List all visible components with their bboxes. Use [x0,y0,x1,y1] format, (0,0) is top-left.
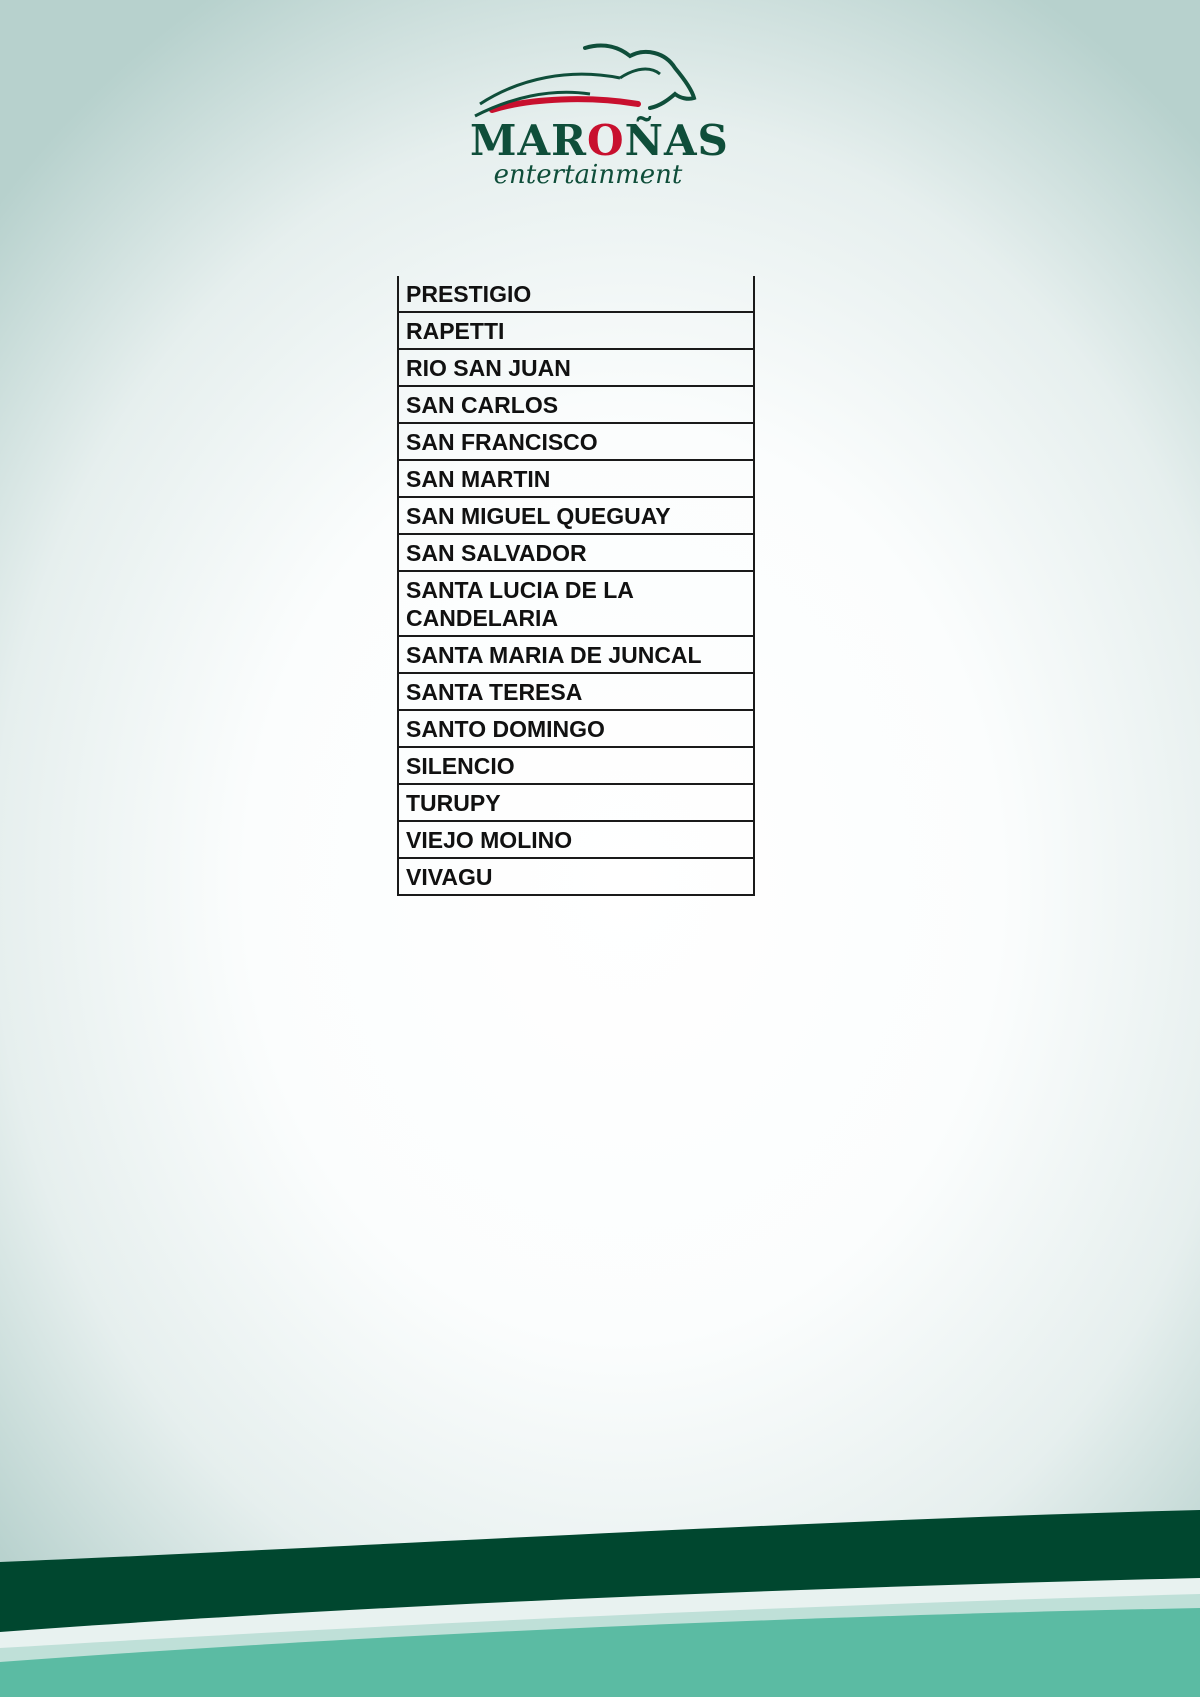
table-cell: VIEJO MOLINO [398,821,754,858]
table-cell: SANTA MARIA DE JUNCAL [398,636,754,673]
table-row [398,497,754,534]
location-list-body [398,276,754,895]
table-row [398,747,754,784]
table-row [398,460,754,497]
table-row [398,710,754,747]
logo-wordmark [470,116,729,165]
table-row [398,673,754,710]
table-cell: SAN FRANCISCO [398,423,754,460]
table-row [398,276,754,312]
table-row [398,386,754,423]
table-cell: VIVAGU [398,858,754,895]
table-row [398,312,754,349]
location-list-table [397,276,755,896]
table-row [398,349,754,386]
table-cell: SAN MIGUEL QUEGUAY [398,497,754,534]
logo-brand-suffix: ÑAS [624,116,729,165]
table-row [398,423,754,460]
table-row [398,784,754,821]
table-cell: SANTO DOMINGO [398,710,754,747]
table-cell: PRESTIGIO [398,276,754,312]
table-row [398,858,754,895]
table-row [398,534,754,571]
table-cell: SANTA TERESA [398,673,754,710]
table-cell: SAN CARLOS [398,386,754,423]
logo-tagline: entertainment [493,160,683,190]
table-cell: RAPETTI [398,312,754,349]
footer-wave-decoration [0,1490,1200,1697]
table-cell: SAN MARTIN [398,460,754,497]
table-row [398,636,754,673]
table-row [398,821,754,858]
table-row [398,571,754,636]
logo-brand-o: O [586,116,625,165]
horse-logo-icon [470,38,706,128]
table-cell: SANTA LUCIA DE LA CANDELARIA [398,571,754,636]
maronas-logo [470,38,729,198]
logo-brand-prefix: MAR [470,116,587,165]
table-cell: SAN SALVADOR [398,534,754,571]
table-cell: TURUPY [398,784,754,821]
table-cell: RIO SAN JUAN [398,349,754,386]
table-cell: SILENCIO [398,747,754,784]
